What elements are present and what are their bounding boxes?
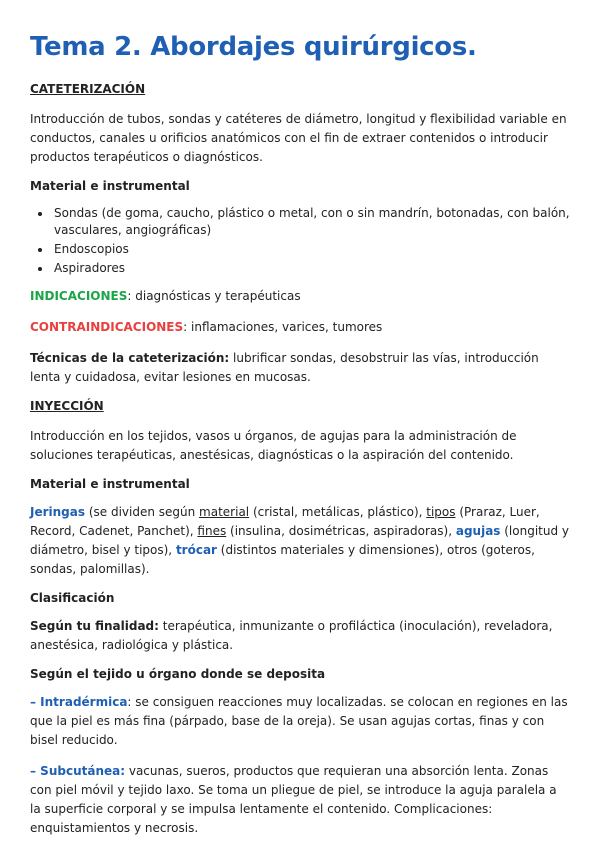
cateterizacion-material-heading: Material e instrumental bbox=[30, 179, 190, 193]
text-run: (se dividen según bbox=[85, 505, 200, 519]
jeringas-paragraph bbox=[30, 503, 570, 579]
subcutanea-label: – Subcutánea: bbox=[30, 764, 126, 778]
intradermica-text: : se consiguen reacciones muy localizadas. se colocan en regiones en las que la piel es más fina (párpado, base de la oreja). Se usan agujas cortas, finas y con bisel reducido. bbox=[30, 695, 568, 747]
tipos-term: tipos bbox=[426, 505, 456, 519]
list-item: • Endoscopios bbox=[52, 241, 570, 258]
text-run: (Praraz, Luer, Record, Cadenet, Panchet), bbox=[30, 505, 540, 538]
subcutanea-line bbox=[30, 762, 570, 838]
agujas-term: agujas bbox=[455, 524, 501, 538]
list-item: • Aspiradores bbox=[52, 260, 570, 277]
contraindicaciones-line bbox=[30, 318, 570, 337]
material-list bbox=[30, 205, 570, 277]
intradermica-line bbox=[30, 693, 570, 750]
trocar-term: trócar bbox=[175, 543, 217, 557]
inyeccion-intro: Introducción en los tejidos, vasos u órganos, de agujas para la administración de soluciones terapéuticas, anestésicas, diagnósticas o la aspiración del contenido. bbox=[30, 429, 517, 462]
material-term: material bbox=[199, 505, 250, 519]
clasificacion-heading: Clasificación bbox=[30, 591, 115, 605]
finalidad-text: terapéutica, inmunizante o profiláctica (inoculación), reveladora, anestésica, radiológica y plástica. bbox=[30, 619, 553, 652]
text-run: (longitud y diámetro, bisel y tipos), bbox=[30, 524, 570, 557]
jeringas-term: Jeringas bbox=[30, 505, 86, 519]
inyeccion-material-heading: Material e instrumental bbox=[30, 477, 190, 491]
text-run: (distintos materiales y dimensiones), otros (goteros, sondas, palomillas). bbox=[30, 543, 535, 576]
contraindicaciones-label: CONTRAINDICACIONES bbox=[30, 320, 184, 334]
subcutanea-text: vacunas, sueros, productos que requieran una absorción lenta. Zonas con piel móvil y tejido laxo. Se toma un pliegue de piel, se introduce la aguja paralela a la superficie corporal y se impulsa lentamente el contenido. Complicaciones: enquistamientos y necrosis. bbox=[30, 764, 557, 835]
text-run: (insulina, dosimétricas, aspiradoras), bbox=[226, 524, 456, 538]
text-run: (cristal, metálicas, plástico), bbox=[249, 505, 427, 519]
tecnicas-label: Técnicas de la cateterización: bbox=[30, 351, 230, 365]
tecnicas-line bbox=[30, 349, 570, 387]
indicaciones-line bbox=[30, 287, 570, 306]
contraindicaciones-text: : inflamaciones, varices, tumores bbox=[183, 320, 383, 334]
list-item: • Sondas (de goma, caucho, plástico o metal, con o sin mandrín, botonadas, con balón, vasculares, angiográficas) bbox=[52, 205, 570, 239]
indicaciones-text: : diagnósticas y terapéuticas bbox=[127, 289, 301, 303]
section-heading-cateterizacion: CATETERIZACIÓN bbox=[30, 82, 146, 96]
page-title: Tema 2. Abordajes quirúrgicos. bbox=[30, 32, 477, 62]
indicaciones-label: INDICACIONES bbox=[30, 289, 128, 303]
cateterizacion-intro: Introducción de tubos, sondas y catéteres de diámetro, longitud y flexibilidad variable en conductos, canales u orificios anatómicos con el fin de extraer contenidos o introducir productos terapéuticos o diagnósticos. bbox=[30, 112, 567, 164]
fines-term: fines bbox=[197, 524, 227, 538]
section-heading-inyeccion: INYECCIÓN bbox=[30, 399, 104, 413]
finalidad-line bbox=[30, 617, 570, 655]
tecnicas-text: lubrificar sondas, desobstruir las vías, introducción lenta y cuidadosa, evitar lesiones en mucosas. bbox=[30, 351, 539, 384]
finalidad-label: Según tu finalidad: bbox=[30, 619, 159, 633]
tejido-heading: Según el tejido u órgano donde se deposita bbox=[30, 667, 326, 681]
intradermica-label: – Intradérmica bbox=[30, 695, 128, 709]
